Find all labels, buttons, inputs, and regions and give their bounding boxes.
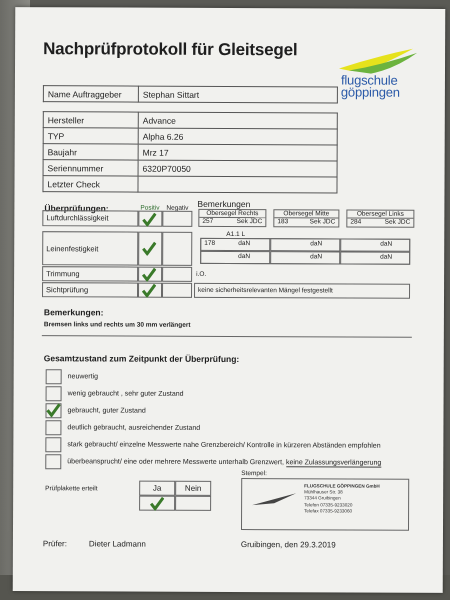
serial-value: 6320P70050 [138,160,337,177]
client-label: Name Auftraggeber [43,86,138,102]
stamp-line: 73344 Gruibingen [304,495,341,501]
badge-no-cell [175,496,211,511]
logo-text [341,74,431,98]
badge-yes-header: Ja [139,481,175,496]
table-row [43,144,337,161]
line-cell [270,251,340,264]
protocol-sheet [13,7,446,593]
option-heavily-used: stark gebraucht/ einzelne Messwerte nahe Grenzbereich/ Kontrolle in kürzeren Abständen empfohlen [67,441,381,450]
manufacturer-value: Advance [138,112,337,129]
overall-header: Gesamtzustand zum Zeitpunkt der Überprüfung: [43,353,240,365]
air-middle-value: 183 [277,218,289,226]
stamp-line: Telefax 07335-9233060 [304,508,353,514]
last-check-value [138,176,337,193]
type-value: Alpha 6.26 [138,128,337,145]
trim-remark: i.O. [196,270,207,278]
air-group-left [346,210,414,228]
checks-header: Überprüfungen: [44,203,109,214]
table-row [43,128,337,145]
logo-line-1: flugschule [340,72,398,88]
line-unit: daN [238,253,251,261]
option-used-good: gebraucht, guter Zustand [67,407,146,415]
line-cell [200,251,270,264]
examiner-label: Prüfer: [42,539,67,549]
air-group-left-title: Obersegel Links [347,211,413,219]
table-row [43,160,337,177]
stamp-logo-icon [250,491,298,507]
option-clearly-used: deutlich gebraucht, ausreichender Zustand [67,424,201,432]
type-label: TYP [43,128,138,144]
option-little-used: wenig gebraucht , sehr guter Zustand [67,390,184,398]
air-group-right [198,209,266,227]
checkmark-icon [142,242,156,256]
glider-table [42,111,337,193]
option-overstrained [67,458,381,466]
air-right-value: 257 [202,217,214,225]
stamp-line: Mühlhauser Str. 38 [304,489,343,495]
option-new: neuwertig [67,373,99,381]
visual-check-label: Sichtprüfung [42,282,138,297]
remarks-column-header: Bemerkungen [197,198,251,210]
line-unit: daN [310,253,323,261]
client-table [43,85,338,103]
checkmark-icon [150,497,164,511]
trim-label: Trimmung [42,266,138,281]
year-value: Mrz 17 [138,144,337,161]
line-unit: daN [310,240,323,248]
divider [42,335,412,338]
air-middle-unit: Sek JDC [309,218,336,226]
line-unit: daN [380,240,393,248]
visual-negative-cell [162,283,192,298]
line-cell [340,251,410,264]
remarks-text: Bremsen links und rechts um 30 mm verlängert [43,321,191,329]
air-permeability-negative-cell [162,211,192,227]
stamp-line: Telefon 07335-9233020 [304,501,353,508]
air-left-unit: Sek JDC [384,218,411,226]
option-checkbox [45,420,61,435]
manufacturer-label: Hersteller [43,112,138,128]
visual-remark: keine sicherheitsrelevanten Mängel festgestellt [198,286,333,295]
line-a1-label: A1.1 L [226,230,246,239]
air-permeability-label: Luftdurchlässigkeit [42,210,138,226]
checkmark-icon [142,213,156,227]
line-strength-label: Leinenfestigkeit [42,231,138,265]
checkmark-icon [142,284,156,298]
trim-negative-cell [162,267,192,282]
place-date: Gruibingen, den 29.3.2019 [240,540,336,550]
line-cell [270,238,340,251]
line-cell [340,238,410,251]
line-value: 178 [204,239,216,247]
air-right-unit: Sek JDC [236,218,263,226]
table-row [43,176,337,193]
option-checkbox [45,437,61,452]
positive-header: Positiv [140,204,160,212]
air-group-middle [273,209,339,227]
serial-label: Seriennummer [43,160,138,176]
table-row [43,112,337,129]
air-group-right-title: Obersegel Rechts [199,210,265,218]
examiner-name: Dieter Ladmann [88,539,146,549]
table-row [43,86,337,103]
remarks-header: Bemerkungen: [43,307,104,318]
option-overstrained-text: überbeansprucht/ eine oder mehrere Messwerte unterhalb Grenzwert, [67,458,285,467]
option-checkbox [46,369,62,384]
stamp-label: Stempel: [241,470,267,478]
line-unit: daN [238,240,251,248]
line-strength-negative-cell [162,232,192,266]
option-checkbox [46,386,62,401]
badge-no-header: Nein [175,481,211,496]
company-stamp [241,478,409,531]
last-check-label: Letzter Check [43,176,138,192]
air-group-middle-title: Obersegel Mitte [274,210,338,218]
checkmark-icon [46,403,60,417]
page-title: Nachprüfprotokoll für Gleitsegel [43,39,298,60]
option-checkbox [45,454,61,469]
stamp-line: FLUGSCHULE GÖPPINGEN GmbH [304,483,380,489]
air-left-value: 284 [350,218,362,226]
badge-label: Prüfplakette erteilt [45,485,98,493]
negative-header: Negativ [166,204,189,212]
stamp-text [304,483,380,514]
logo-line-2: göppingen [340,84,400,100]
year-label: Baujahr [43,144,138,160]
no-approval-extension: keine Zulassungsverlängerung [285,459,382,467]
client-value: Stephan Sittart [138,86,337,103]
checkmark-icon [142,268,156,282]
line-unit: daN [380,253,393,261]
